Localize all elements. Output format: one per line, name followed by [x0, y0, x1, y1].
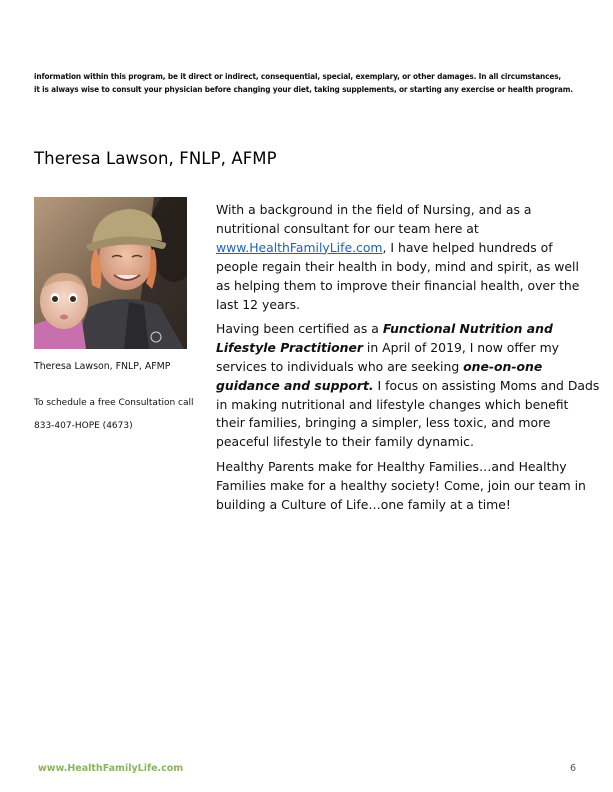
page-heading: Theresa Lawson, FNLP, AFMP [34, 149, 277, 168]
bio-paragraph-1 [216, 201, 580, 314]
bio-paragraph-2 [216, 320, 600, 452]
phone-number: 833-407-HOPE (4673) [34, 421, 133, 431]
profile-photo [34, 197, 187, 349]
text-line [216, 339, 568, 358]
bio-text [216, 201, 600, 520]
website-link[interactable]: www.HealthFamilyLife.com [216, 239, 383, 255]
bio-paragraph-3 [216, 458, 586, 515]
text-line [216, 239, 568, 258]
footer-website: www.HealthFamilyLife.com [38, 763, 184, 774]
text-fragment: , I have helped hundreds of [382, 239, 553, 255]
disclaimer-text [34, 70, 594, 96]
text-line: their families, bringing a simpler, less toxic, and more [216, 415, 551, 431]
text-line: With a background in the field of Nursing, and as a [216, 202, 532, 217]
text-line: people regain their health in body, mind and spirit, as well [216, 258, 579, 274]
text-line: as helping them to improve their financial health, over the [216, 277, 580, 293]
text-fragment: Having been certified as a [216, 320, 383, 336]
disclaimer-line: information within this program, be it direct or indirect, consequential, special, exemplary, or other damages. In all circumstances, [34, 71, 562, 81]
emphasis-text: one-on-one [463, 358, 543, 374]
disclaimer-line: it is always wise to consult your physician before changing your diet, taking supplements, or starting any exercise or health program. [34, 84, 573, 94]
text-fragment: services to individuals who are seeking [216, 358, 464, 374]
emphasis-text: Lifestyle Practitioner [216, 339, 363, 355]
text-fragment: in April of 2019, I now offer my [362, 339, 559, 355]
emphasis-text: guidance and support. [216, 377, 374, 393]
text-line: peaceful lifestyle to their family dynamic. [216, 434, 474, 450]
text-line [216, 358, 568, 377]
emphasis-text: Functional Nutrition and [382, 320, 553, 336]
text-line: last 12 years. [216, 296, 301, 312]
text-line: building a Culture of Life…one family at a time! [216, 496, 511, 512]
text-line [216, 377, 600, 396]
text-line [216, 320, 568, 339]
photo-caption: Theresa Lawson, FNLP, AFMP [34, 361, 171, 372]
schedule-text: To schedule a free Consultation call [34, 398, 194, 408]
text-line: Families make for a healthy society! Come, join our team in [216, 477, 586, 493]
text-line: Healthy Parents make for Healthy Families…and Healthy [216, 458, 567, 474]
text-fragment: I focus on assisting Moms and Dads [373, 377, 600, 393]
text-line: nutritional consultant for our team here at [216, 220, 479, 236]
text-line: in making nutritional and lifestyle changes which benefit [216, 396, 569, 412]
page-number: 6 [570, 763, 577, 774]
